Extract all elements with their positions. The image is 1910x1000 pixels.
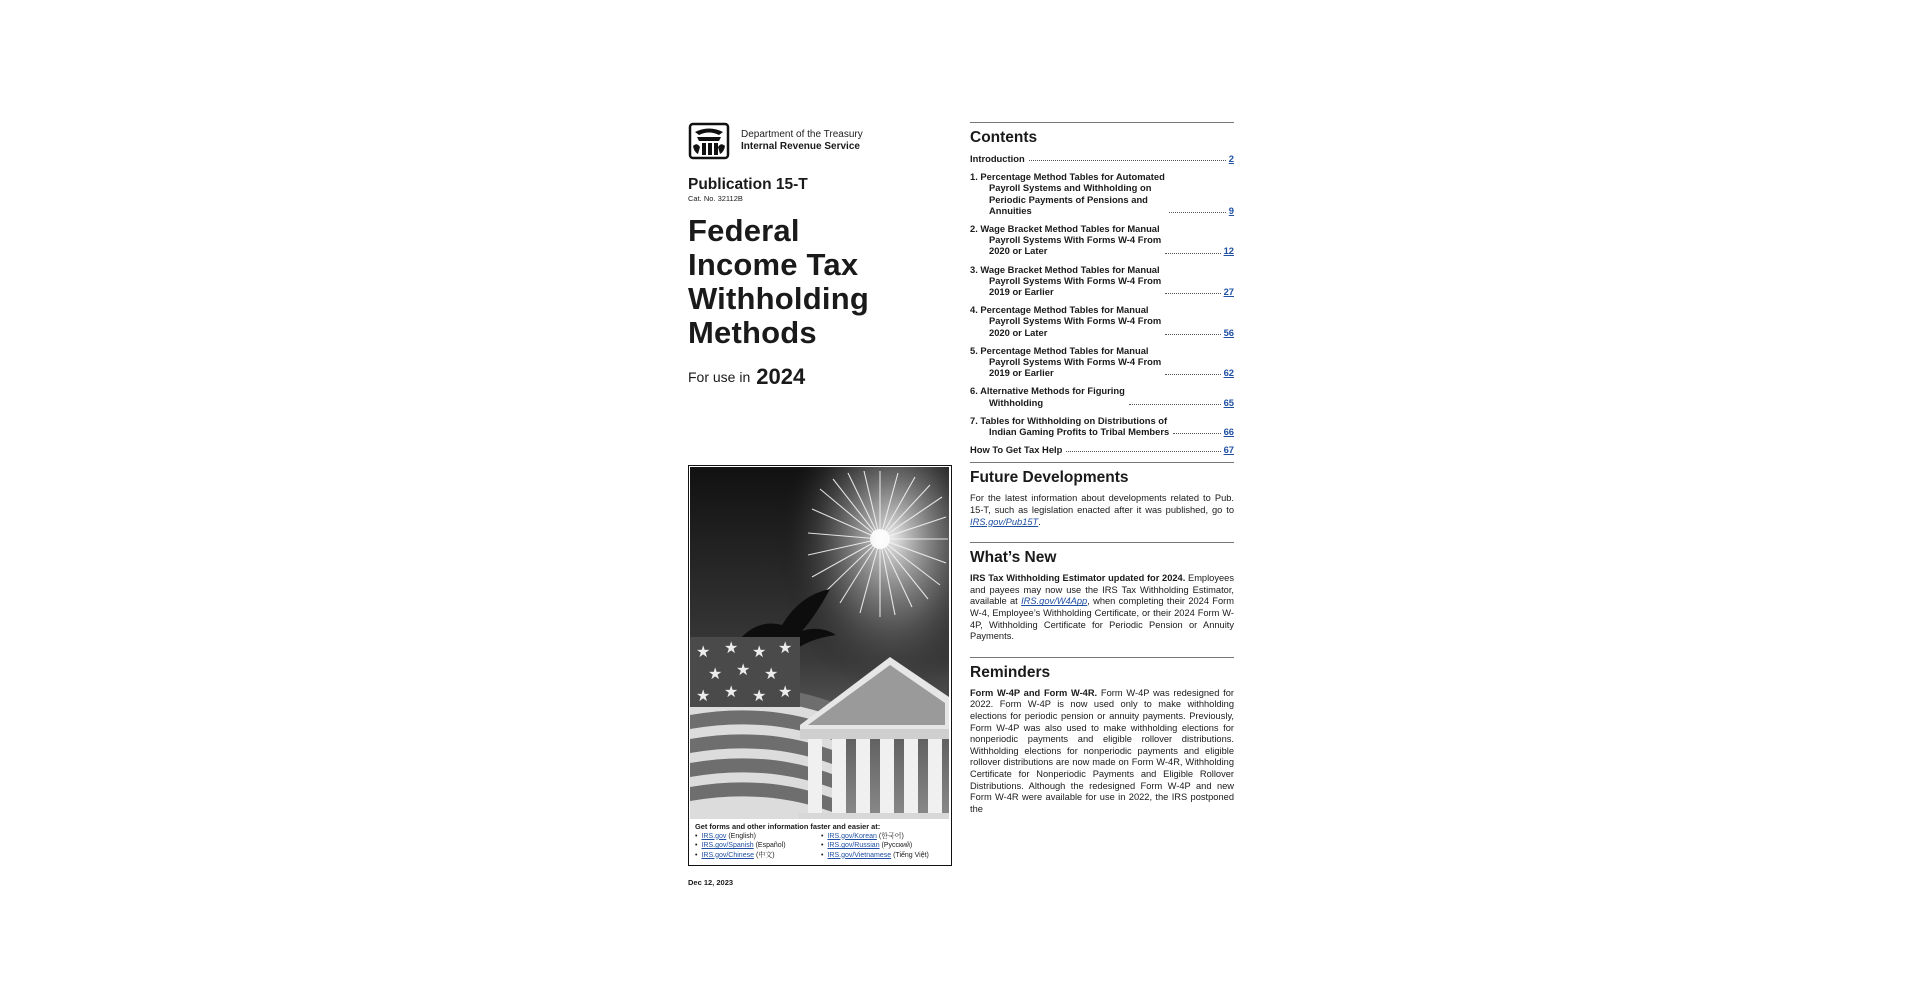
title-line: Methods (688, 315, 817, 350)
toc-entry-title: Introduction (970, 153, 1025, 164)
toc-leader-dots (1029, 160, 1226, 161)
for-use-label: For use in (688, 369, 751, 385)
svg-text:★: ★ (778, 682, 793, 701)
list-item: • IRS.gov/Korean (한국어) (821, 832, 947, 842)
toc-entry[interactable] (970, 444, 1234, 455)
toc-entry-title-continued: Periodic Payments of Pensions and (989, 193, 1148, 205)
svg-text:★: ★ (752, 642, 767, 661)
toc-entry-title: 6. Alternative Methods for Figuring (970, 385, 1125, 397)
list-item: • IRS.gov/Russian (Русский) (821, 841, 947, 851)
divider (970, 657, 1234, 658)
toc-leader-dots (1066, 451, 1220, 452)
toc-entry-title: 3. Wage Bracket Method Tables for Manual (970, 263, 1160, 275)
toc-page-link[interactable]: 12 (1223, 245, 1234, 257)
tax-year: 2024 (756, 364, 806, 389)
list-item: • IRS.gov/Spanish (Español) (695, 841, 821, 851)
agency-block (688, 122, 956, 160)
toc-entry-title-continued: Payroll Systems and Withholding on (989, 182, 1152, 194)
toc-leader-dots (1169, 212, 1226, 213)
toc-entry-title-continued: Payroll Systems With Forms W-4 From (989, 234, 1162, 246)
department-name: Department of the Treasury (741, 129, 863, 140)
toc-entry-title: 2. Wage Bracket Method Tables for Manual (970, 223, 1160, 235)
toc-entry[interactable] (970, 223, 1234, 257)
title-line: Federal (688, 213, 800, 248)
cover-links (695, 822, 947, 860)
cover-header (688, 122, 956, 389)
links-column-left (695, 832, 821, 861)
svg-text:★: ★ (696, 686, 711, 705)
toc-entry-title: 5. Percentage Method Tables for Manual (970, 344, 1149, 356)
svg-text:★: ★ (752, 686, 767, 705)
irs-english-link[interactable]: IRS.gov (701, 832, 727, 840)
toc-entry-title-continued: 2020 or Later (989, 245, 1048, 257)
toc-entry[interactable] (970, 153, 1234, 164)
publication-number: Publication 15-T (688, 176, 808, 193)
toc-entry-title-continued: 2020 or Later (989, 326, 1048, 338)
svg-text:★: ★ (696, 642, 711, 661)
toc-leader-dots (1165, 334, 1220, 335)
toc-page-link[interactable]: 65 (1223, 396, 1234, 408)
toc-entry-title-continued: Payroll Systems With Forms W-4 From (989, 315, 1162, 327)
list-item: • IRS.gov/Vietnamese (Tiếng Việt) (821, 851, 947, 861)
svg-text:★: ★ (764, 664, 779, 683)
toc-entry[interactable] (970, 345, 1234, 379)
svg-text:★: ★ (736, 660, 751, 679)
right-column (970, 122, 1234, 829)
future-developments-text: For the latest information about developments related to Pub. 15-T, such as legislation enacted after it was published, go to IRS.gov/Pub15T. (970, 493, 1234, 527)
svg-text:★: ★ (724, 638, 739, 657)
irs-spanish-link[interactable]: IRS.gov/Spanish (701, 842, 754, 849)
toc-entry-title-continued: Indian Gaming Profits to Tribal Members (989, 426, 1170, 438)
svg-text:★: ★ (778, 638, 793, 657)
toc-entry-title: 4. Percentage Method Tables for Manual (970, 304, 1149, 316)
toc-page-link[interactable]: 27 (1223, 286, 1234, 298)
toc-entry[interactable] (970, 264, 1234, 298)
w4app-link[interactable]: IRS.gov/W4App (1021, 596, 1088, 607)
toc-page-link[interactable]: 67 (1223, 444, 1234, 456)
toc-entry-title: 1. Percentage Method Tables for Automated (970, 171, 1165, 183)
toc-entry[interactable] (970, 171, 1234, 216)
pub15t-link[interactable]: IRS.gov/Pub15T (970, 516, 1039, 527)
toc-page-link[interactable]: 2 (1228, 153, 1234, 164)
links-lead: Get forms and other information faster and easier at: (695, 822, 881, 831)
toc-entry-title-continued: Payroll Systems With Forms W-4 From (989, 274, 1162, 286)
toc-page-link[interactable]: 66 (1223, 426, 1234, 438)
service-name: Internal Revenue Service (741, 141, 860, 152)
svg-text:★: ★ (708, 664, 723, 683)
toc-leader-dots (1129, 404, 1221, 405)
toc-entry-title-continued: Annuities (989, 204, 1032, 216)
toc-page-link[interactable]: 62 (1223, 367, 1234, 379)
toc-entry-title: How To Get Tax Help (970, 444, 1063, 456)
toc-leader-dots (1173, 433, 1220, 434)
catalog-number: Cat. No. 32112B (688, 194, 743, 203)
future-developments-heading: Future Developments (970, 469, 1129, 487)
toc-entry[interactable] (970, 415, 1234, 437)
svg-text:★: ★ (724, 682, 739, 701)
toc-entry-title-continued: Payroll Systems With Forms W-4 From (989, 356, 1162, 368)
reminders-heading: Reminders (970, 663, 1051, 681)
title-line: Income Tax (688, 247, 859, 282)
list-item: • IRS.gov (English) (695, 832, 821, 842)
eagle-fireworks-flag-courthouse-image (690, 467, 949, 819)
toc-leader-dots (1165, 293, 1220, 294)
irs-korean-link[interactable]: IRS.gov/Korean (827, 832, 877, 840)
toc-leader-dots (1165, 253, 1220, 254)
toc-entry[interactable] (970, 304, 1234, 338)
toc-entry-title-continued: Withholding (989, 396, 1044, 408)
publication-date: Dec 12, 2023 (688, 878, 734, 887)
toc-page-link[interactable]: 9 (1228, 204, 1234, 216)
divider (970, 542, 1234, 543)
toc-entry[interactable] (970, 385, 1234, 407)
whats-new-text: IRS Tax Withholding Estimator updated for 2024. Employees and payees may now use the IRS Tax Withholding Estimator, available at IRS.gov/W4App, when completing their 2024 Form W-4, Employee’s Withholding Certificate, or their 2024 Form W-4P, Withholding Certificate for Periodic Pension or Annuity Payments. (970, 573, 1234, 642)
table-of-contents (970, 153, 1234, 455)
toc-entry-title-continued: 2019 or Earlier (989, 367, 1054, 379)
contents-heading: Contents (970, 129, 1038, 146)
irs-vietnamese-link[interactable]: IRS.gov/Vietnamese (827, 851, 892, 859)
whats-new-heading: What’s New (970, 549, 1057, 567)
title-line: Withholding (688, 281, 869, 316)
cover-image-box (688, 465, 952, 866)
irs-russian-link[interactable]: IRS.gov/Russian (827, 842, 880, 849)
irs-chinese-link[interactable]: IRS.gov/Chinese (701, 851, 754, 859)
reminders-text: Form W-4P and Form W-4R. Form W-4P was redesigned for 2022. Form W-4P is now used only to make withholding elections for periodic pension or annuity payments. Previously, Form W-4P was also used to make withholding elections for nonperiodic payments and eligible rollover distributions. Withholding elections for nonperiodic payments and eligible rollover distributions are now made on Form W-4R, Withholding Certificate for Nonperiodic Payments and Eligible Rollover Distributions. Although the redesigned Form W-4P and new Form W-4R were available for use in 2022, the IRS postponed the (970, 687, 1234, 814)
toc-entry-title: 7. Tables for Withholding on Distributions of (970, 414, 1168, 426)
toc-page-link[interactable]: 56 (1223, 326, 1234, 338)
list-item: • IRS.gov/Chinese (中文) (695, 851, 821, 861)
document-title (688, 214, 958, 350)
toc-entry-title-continued: 2019 or Earlier (989, 286, 1054, 298)
irs-eagle-logo-icon (688, 122, 730, 160)
divider (970, 122, 1234, 123)
links-column-right (821, 832, 947, 861)
for-use-line (688, 364, 805, 390)
divider (970, 462, 1234, 463)
toc-leader-dots (1165, 374, 1220, 375)
